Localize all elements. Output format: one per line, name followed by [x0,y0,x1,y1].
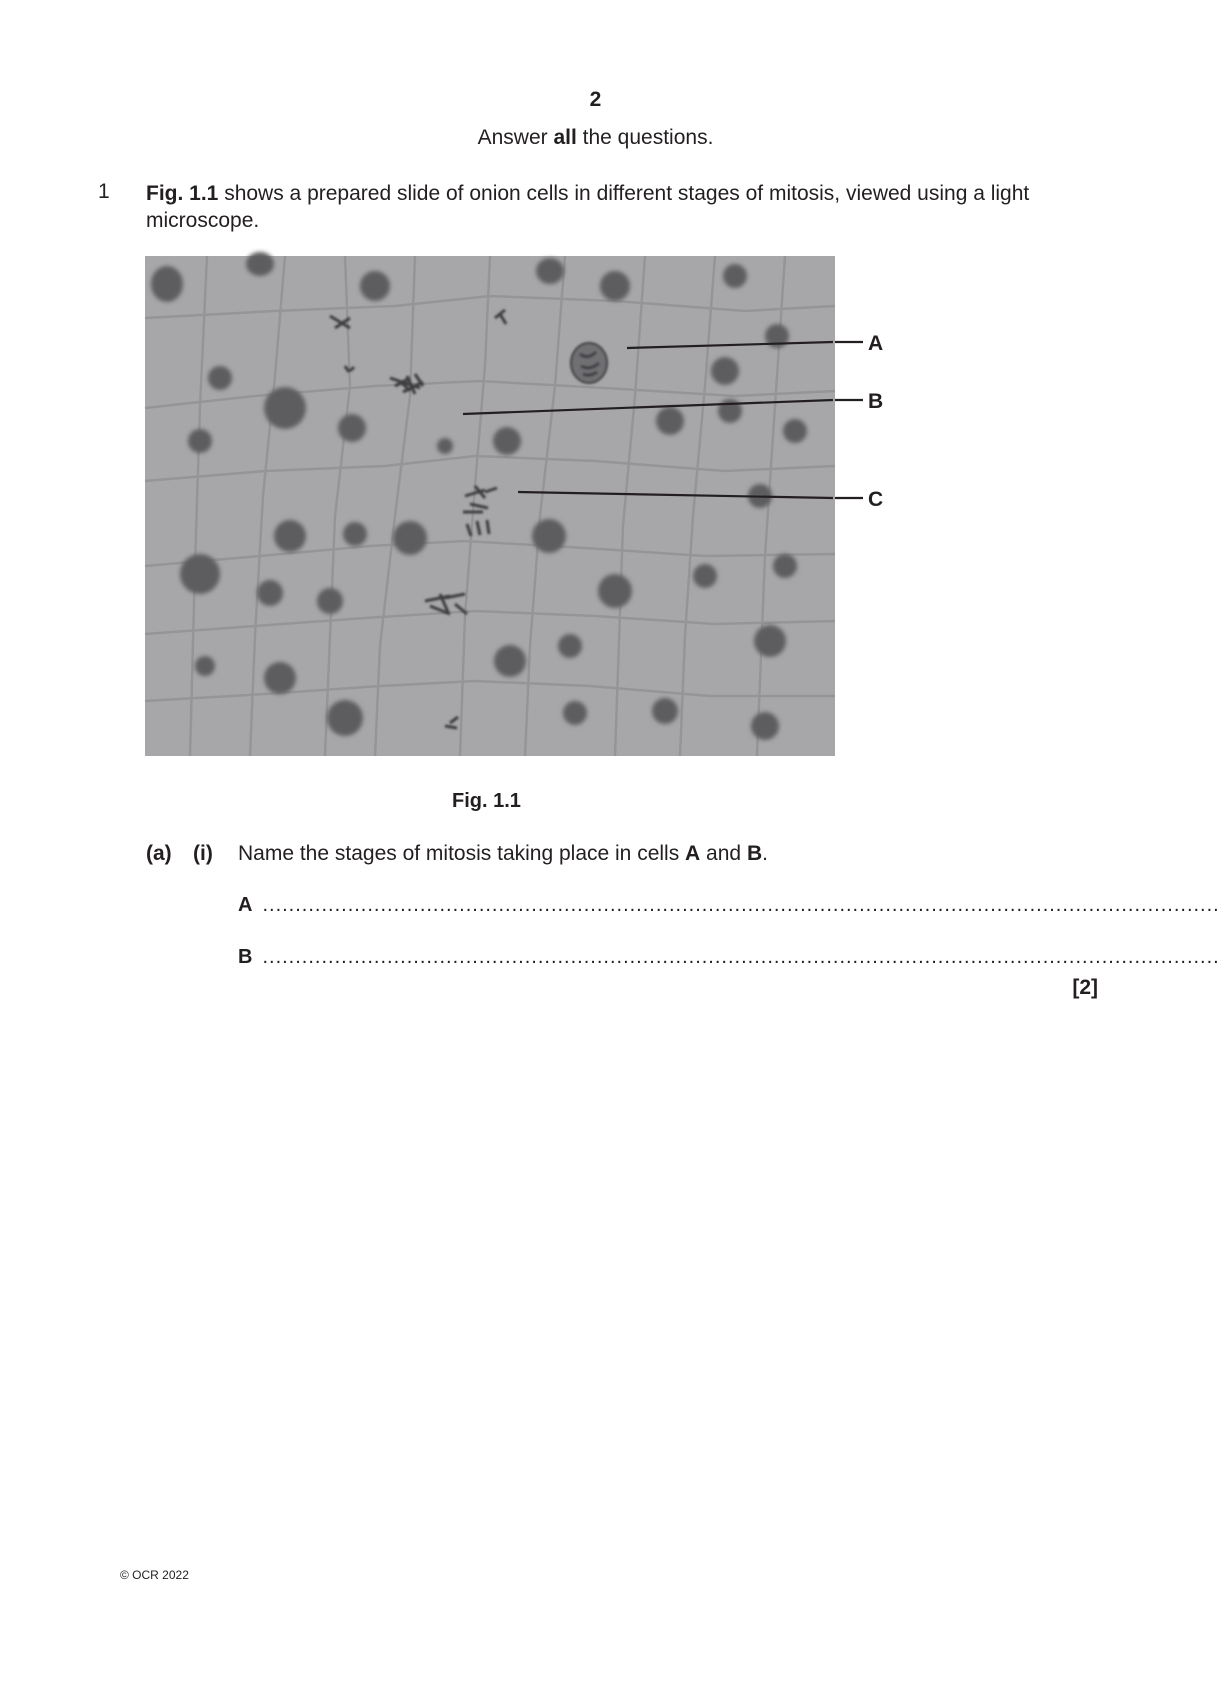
question-text [146,180,1086,234]
question-body: shows a prepared slide of onion cells in different stages of mitosis, viewed using a light microscope. [146,182,1030,232]
cell-b-ref: B [746,842,763,865]
answer-line-b[interactable] [238,946,1220,969]
instruction [0,126,1191,150]
answer-dots-b[interactable]: .................................................................................................................................................. [262,946,1220,968]
label-c: C [868,488,884,511]
answer-dots-a[interactable]: .................................................................................................................................................. [262,894,1220,916]
figure-labels [835,256,895,756]
label-b: B [868,390,884,413]
marks-allocation: [2] [1072,976,1098,999]
micrograph-figure [145,256,835,756]
subpart-text-3: . [762,842,768,865]
subpart-text-1: Name the stages of mitosis taking place in cells [238,842,686,865]
copyright-footer: © OCR 2022 [120,1568,189,1582]
subpart-text-2: and [700,842,747,865]
question-number: 1 [98,180,110,203]
subpart-number: (i) [193,842,213,865]
instruction-bold: all [553,126,577,149]
instruction-prefix: Answer [477,126,554,149]
answer-line-a[interactable] [238,894,1220,917]
label-a: A [868,332,884,355]
answer-label-b: B [238,946,253,968]
subpart-text [238,842,768,866]
part-letter: (a) [146,842,172,865]
figure-caption: Fig. 1.1 [452,790,521,812]
cell-a-ref: A [685,842,701,865]
figure-reference: Fig. 1.1 [146,182,219,205]
page-number: 2 [589,88,602,111]
answer-label-a: A [238,894,253,916]
instruction-suffix: the questions. [576,126,714,149]
